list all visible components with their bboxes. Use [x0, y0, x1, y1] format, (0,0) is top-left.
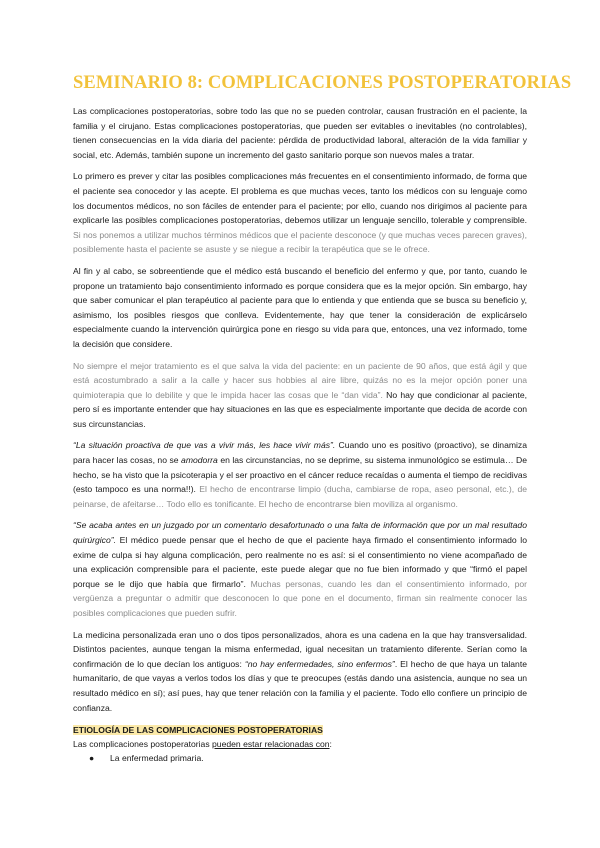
paragraph-gray-text: No siempre el mejor tratamiento es el que salva la vida del paciente: en un paciente de 90 años, que está ágil y que está acostumbrado a salir a la calle y hacer sus hobbies al aire libre, quizás no es la mejor opción poner una quimioterapia que lo debilite y que le impida hacer las cosas que le “dan vida”. [73, 360, 527, 400]
section-intro-colon: : [329, 739, 332, 750]
underlined-text: pueden estar relacionadas con [212, 739, 330, 750]
section-intro [73, 737, 527, 751]
paragraph-intro [73, 104, 527, 162]
quote-text: “Se acaba antes en un juzgado por un comentario desafortunado o una falta de información que por un mal resultado quirúrgico”. [73, 520, 527, 546]
document-page [73, 72, 572, 765]
italic-word: amodorra [181, 455, 218, 466]
list-item-text: La enfermedad primaria. [110, 753, 204, 764]
paragraph-text: en las circunstancias, no se deprime, su sistema inmunológico se estimula… De hecho, se ha visto que la psicoterapia y el ser proactivo en el cáncer reduce recaídas o aumenta el tiempo de recidivas (esto tampoco es una norma!!). [73, 455, 528, 495]
paragraph-gray-text: Muchas personas, cuando les dan el consentimiento informado, por vergüenza a preguntar o admitir que desconocen lo que pone en el documento, firman sin realmente conocer las posibles complicaciones que pueden sufrir. [73, 578, 527, 618]
section-intro-text: Las complicaciones postoperatorias [73, 739, 210, 750]
paragraph-best-treatment [73, 359, 527, 432]
paragraph-informed-consent [73, 169, 527, 257]
paragraph-court [73, 518, 527, 620]
paragraph-text: La medicina personalizada eran uno o dos tipos personalizados, ahora es una cadena en la que hay transversalidad. Distintos pacientes, aunque tengan la misma enfermedad, igual necesitan un tratamiento diferente. Serían como la confirmación de lo que decían los antiguos: [73, 629, 527, 669]
paragraph-text: Al fin y al cabo, se sobreentiende que el médico está buscando el beneficio del enfermo y que, por tanto, cuando le propone un tratamiento bajo consentimiento informado es porque considera que es la mejor opción. Sin embargo, hay que saber comunicar el plan terapéutico al paciente para que lo entienda y que entienda que se busca su beneficio y, asimismo, los posibles riesgos que conlleva. Evidentemente, hay que tener la consideración de explicárselo especialmente cuando la intervención quirúrgica pone en riesgo su vida para que, entonces, una vez informado, tome la decisión que considere. [73, 265, 527, 349]
page-title: SEMINARIO 8: COMPLICACIONES POSTOPERATORIAS [73, 73, 572, 93]
paragraph-intro-text: Las complicaciones postoperatorias, sobre todo las que no se pueden controlar, causan frustración en el paciente, la familia y el cirujano. Estas complicaciones postoperatorias, que pueden ser evitables o inevitables (no controlables), tienen consecuencias en la vida diaria del paciente: pérdida de productividad laboral, alteración de la vida familiar y social, etc. Además, también supone un incremento del gasto sanitario porque son nuevos males a tratar. [73, 106, 527, 160]
paragraph-text: Lo primero es prever y citar las posibles complicaciones más frecuentes en el consentimiento informado, de forma que el paciente sea conocedor y las acepte. El problema es que muchas veces, tanto los médicos con su lenguaje como los documentos médicos, no son fáciles de entender para el paciente; por ello, cuando nos dirigimos al paciente para explicarle las posibles complicaciones postoperatorias, debemos utilizar un lenguaje sencillo, tolerable y comprensible. [73, 171, 527, 226]
paragraph-text: . El hecho de que haya un talante humanitario, de que vayas a verlos todos los días y que te preocupes (estás dando una asistencia, aunque no sea un resultado médico en sí); así pues, hay que tener relación con la familia y el paciente. Todo ello confiere un principio de confianza. [73, 658, 528, 713]
section-heading [73, 723, 527, 737]
quote-text: “La situación proactiva de que vas a vivir más, les hace vivir más”. [73, 440, 336, 451]
paragraph-gray-text: Si nos ponemos a utilizar muchos términos médicos que el paciente desconoce (y que muchas veces parecen graves), posiblemente hasta el paciente se asuste y se niegue a recibir la terapéutica que se le ofrece. [73, 229, 527, 255]
paragraph-benefit [73, 264, 527, 352]
section-heading-text: ETIOLOGÍA DE LAS COMPLICACIONES POSTOPERATORIAS [73, 725, 323, 736]
bullet-icon: ● [89, 753, 95, 764]
paragraph-gray-text: El hecho de encontrarse limpio (ducha, cambiarse de ropa, aseo personal, etc.), de peinarse, de afeitarse… Todo ello es tonificante. El hecho de encontrarse bien moviliza al organismo. [73, 484, 528, 509]
paragraph-text: El médico puede pensar que el hecho de que el paciente haya firmado el consentimiento informado lo exime de culpa si hay alguna complicación, pero realmente no es así: si el consentimiento no viene acompañado de una explicación comprensible para el paciente, este puede alegar que no fue bien informado y que “firmó el papel porque se le dijo que había que firmarlo”. [73, 535, 527, 589]
paragraph-text: No hay que condicionar al paciente, pero sí es importante entender que hay situaciones en las que es especialmente importante que decida de acorde con sus circunstancias. [73, 389, 527, 429]
etiology-list [73, 751, 527, 765]
quote-text: “no hay enfermedades, sino enfermos” [244, 658, 395, 669]
paragraph-proactive [73, 438, 527, 511]
paragraph-text: Cuando uno es positivo (proactivo), se dinamiza para hacer las cosas, no se [73, 440, 527, 466]
list-item [73, 751, 527, 765]
paragraph-personalized-medicine [73, 628, 527, 716]
